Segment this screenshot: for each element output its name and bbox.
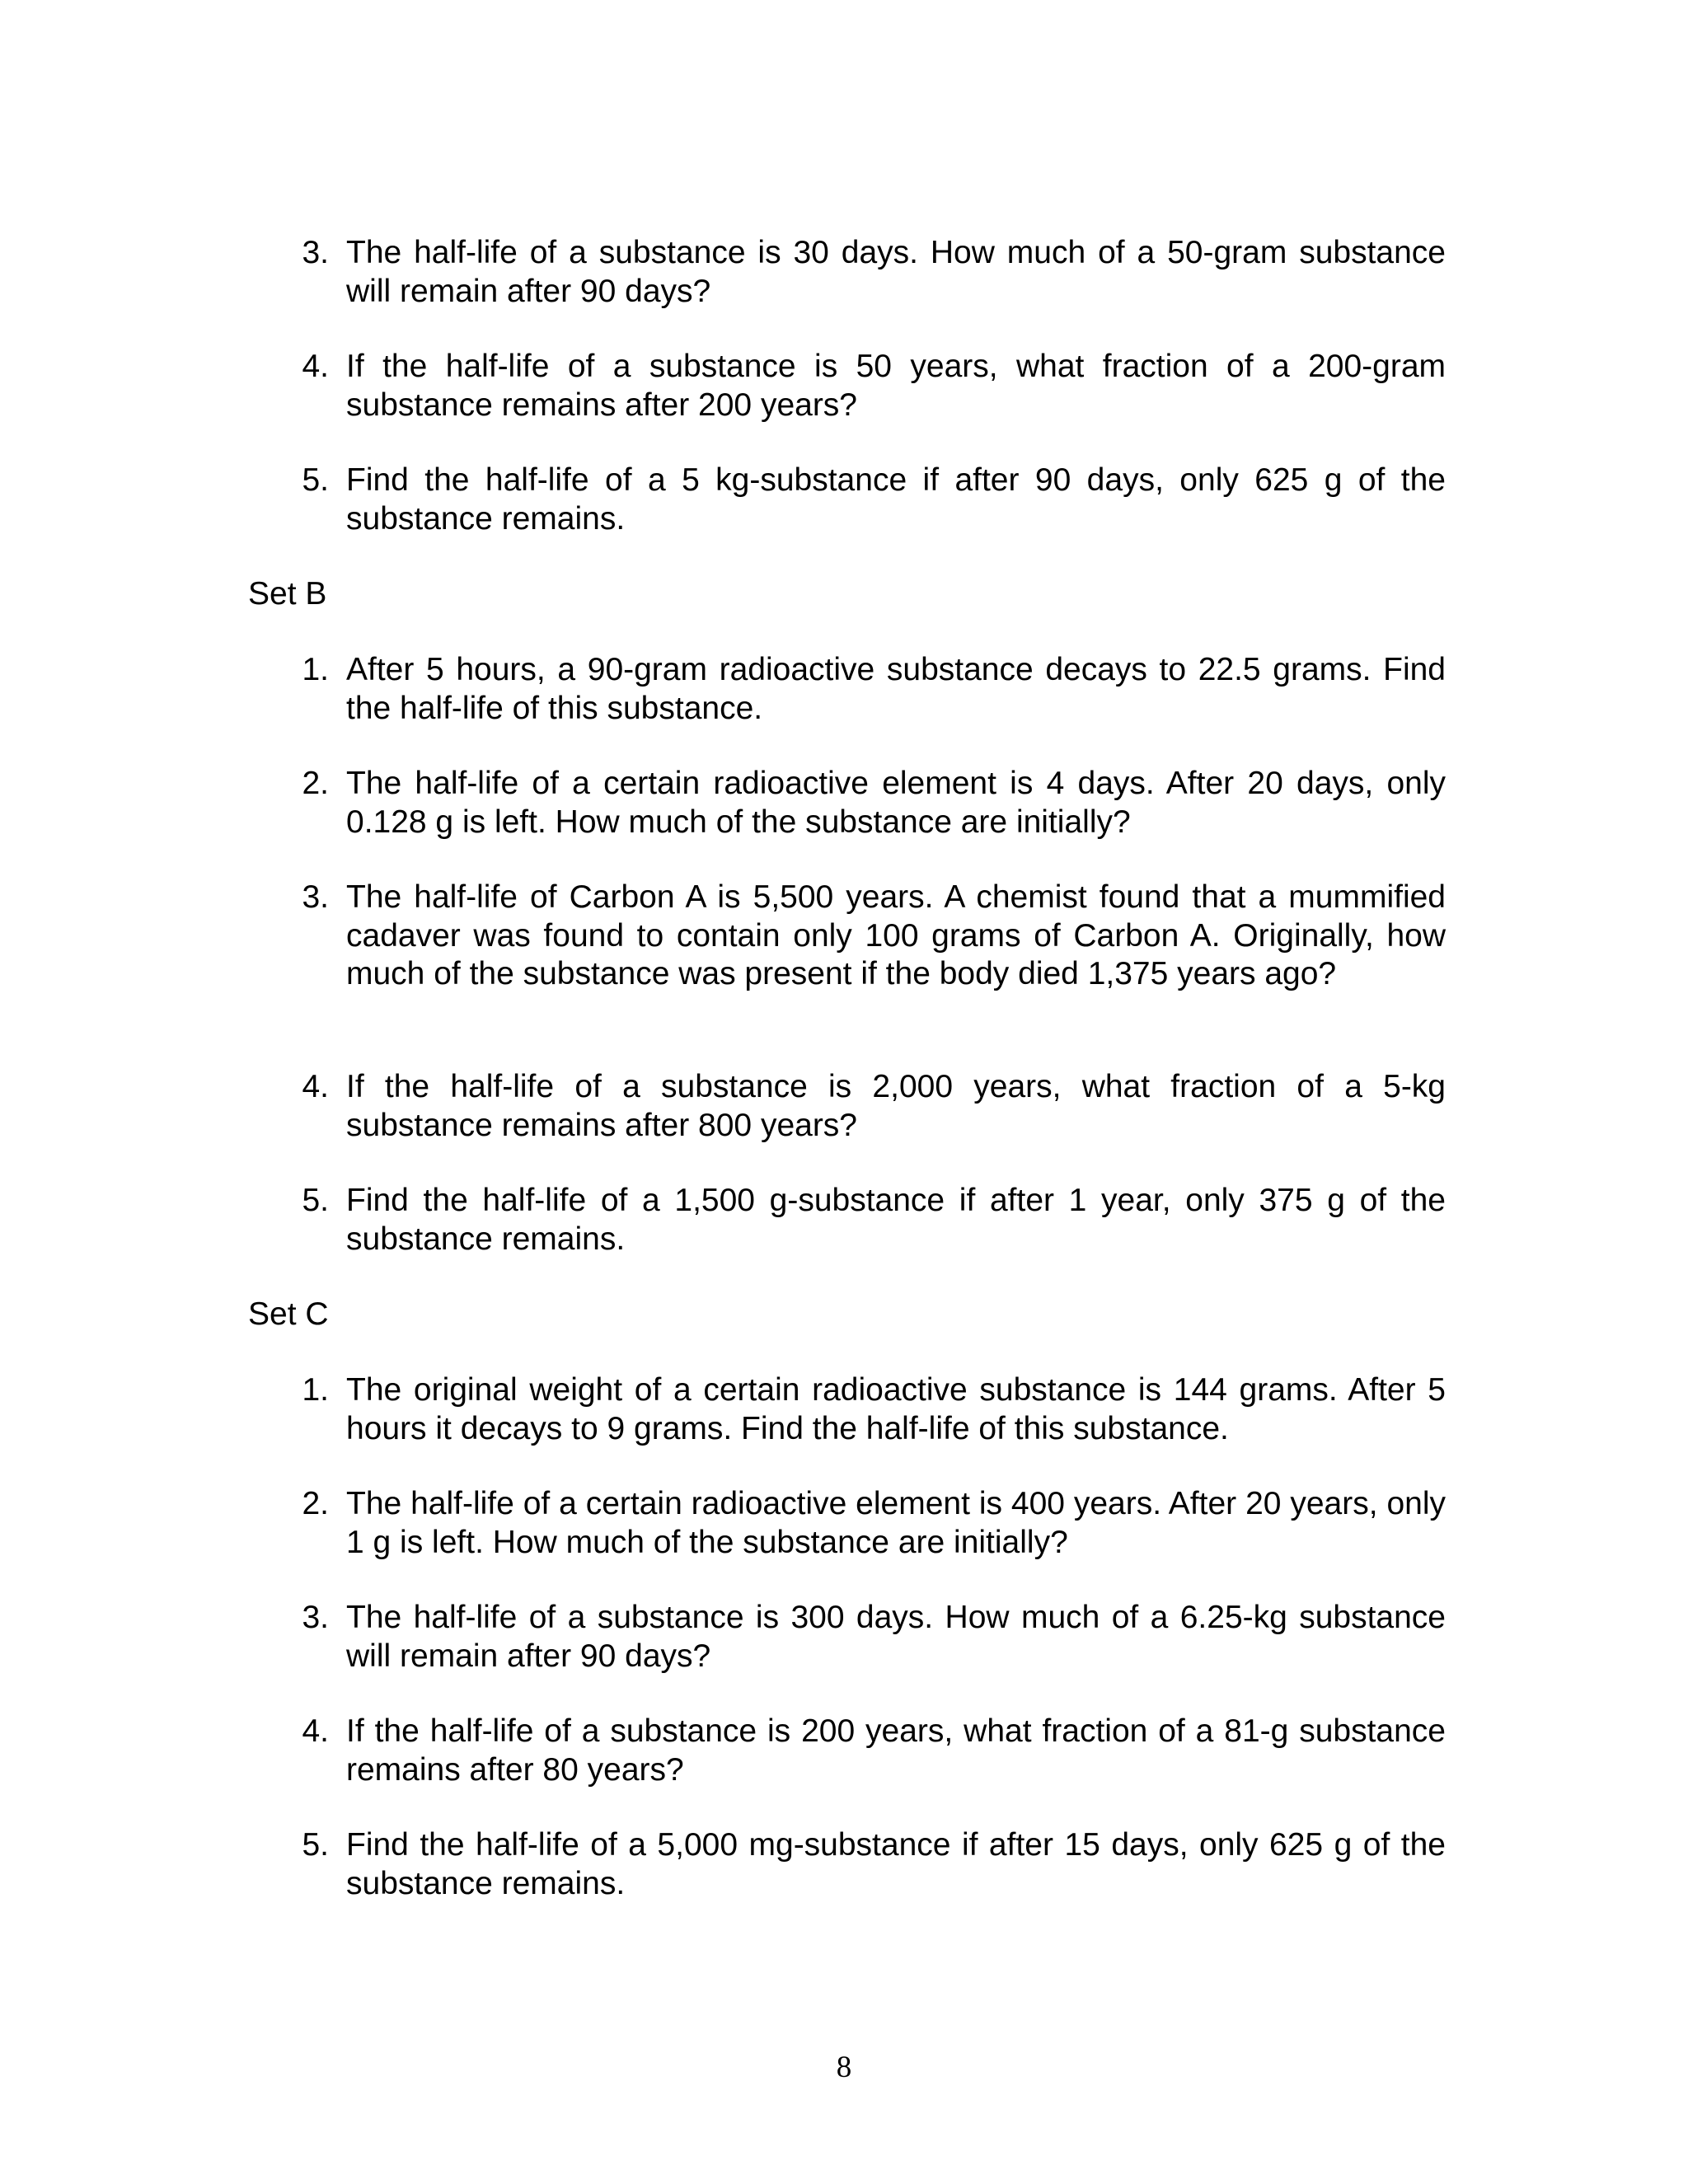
item-number: 5. <box>302 462 329 498</box>
item-text: Find the half-life of a 5 kg-substance if after 90 days, only 625 g of the substance remains. <box>346 462 1446 537</box>
item-number: 1. <box>302 652 329 687</box>
item-text: After 5 hours, a 90-gram radioactive substance decays to 22.5 grams. Find the half-life of this substance. <box>346 652 1446 726</box>
item-text: The half-life of a certain radioactive element is 400 years. After 20 years, only 1 g is left. How much of the substance are initially? <box>346 1486 1446 1560</box>
item-text: The original weight of a certain radioactive substance is 144 grams. After 5 hours it decays to 9 grams. Find the half-life of this substance. <box>346 1372 1446 1446</box>
item-number: 3. <box>302 879 329 915</box>
item-number: 4. <box>302 1069 329 1104</box>
item-number: 3. <box>302 1600 329 1635</box>
item-text: Find the half-life of a 5,000 mg-substance if after 15 days, only 625 g of the substance remains. <box>346 1827 1446 1901</box>
item-number: 2. <box>302 1486 329 1521</box>
item-text: The half-life of a substance is 30 days. How much of a 50-gram substance will remain after 90 days? <box>346 235 1446 309</box>
set-b-heading: Set B <box>248 576 327 612</box>
item-number: 5. <box>302 1183 329 1218</box>
item-number: 1. <box>302 1372 329 1408</box>
item-text: If the half-life of a substance is 2,000 years, what fraction of a 5-kg substance remains after 800 years? <box>346 1069 1446 1143</box>
item-text: The half-life of Carbon A is 5,500 years. A chemist found that a mummified cadaver was found to contain only 100 grams of Carbon A. Originally, how much of the substance was present if the body died 1,375 years ago? <box>346 879 1446 991</box>
item-text: If the half-life of a substance is 50 years, what fraction of a 200-gram substance remains after 200 years? <box>346 349 1446 423</box>
item-text: The half-life of a substance is 300 days. How much of a 6.25-kg substance will remain after 90 days? <box>346 1600 1446 1674</box>
item-number: 5. <box>302 1827 329 1863</box>
item-number: 2. <box>302 766 329 801</box>
page-number: 8 <box>836 2050 852 2084</box>
item-text: The half-life of a certain radioactive element is 4 days. After 20 days, only 0.128 g is left. How much of the substance are initially? <box>346 766 1446 840</box>
item-number: 3. <box>302 235 329 270</box>
item-number: 4. <box>302 349 329 384</box>
item-text: Find the half-life of a 1,500 g-substance if after 1 year, only 375 g of the substance remains. <box>346 1183 1446 1257</box>
item-number: 4. <box>302 1713 329 1749</box>
item-text: If the half-life of a substance is 200 years, what fraction of a 81-g substance remains after 80 years? <box>346 1713 1446 1788</box>
set-c-heading: Set C <box>248 1296 329 1332</box>
